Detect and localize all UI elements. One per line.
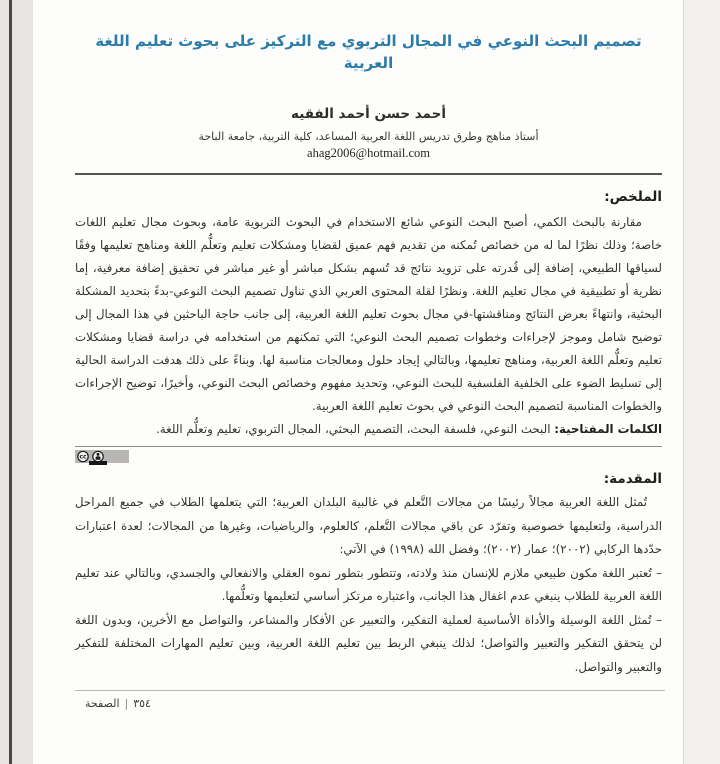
scan-margin-right — [683, 0, 720, 764]
paper-title: تصميم البحث النوعي في المجال التربوي مع التركيز على بحوث تعليم اللغة العربية — [95, 32, 642, 72]
page-content — [75, 0, 662, 679]
scan-margin-left — [0, 0, 33, 764]
introduction-bullet-2: – تُمثل اللغة الوسيلة والأداة الأساسية لعملية التفكير، والتعبير عن الأفكار والمشاعر، والتواصل مع الأخرين، وبدون اللغة لن يتحقق التفكير والتعبير والتواصل؛ لذلك ينبغي الربط بين تعليم اللغة العربية، وبين تعليم المهارات المختلفة للتفكير والتعبير والتواصل. — [75, 612, 662, 674]
author-affiliation: أستاذ مناهج وطرق تدريس اللغة العربية المساعد، كلية التربية، جامعة الباحة — [198, 130, 539, 143]
introduction-paragraph: تُمثل اللغة العربية مجالاً رئيسًا من مجالات التَّعلم في غالبية البلدان العربية؛ التي يتعلمها الطلاب في جميع المراحل الدراسية، ولتعليمها خصوصية وتفرّد عن باقي مجالات التَّعلم، كالعلوم، والرياضيات، وغيرها من المجالات؛ لعدة اعتبارات حدّدها الركابي (٢٠٠٢)؛ عمار (٢٠٠٢)؛ وفضل الله (١٩٩٨) في الآتي: — [75, 495, 662, 556]
author-email — [75, 146, 662, 161]
footer-page-word: الصفحة — [85, 697, 120, 710]
email-link[interactable]: ahag2006@hotmail.com — [307, 146, 430, 160]
header-divider — [75, 173, 662, 175]
keywords-label: الكلمات المفتاحية: — [554, 422, 662, 436]
keywords-text: البحث النوعي، فلسفة البحث، التصميم البحثي، المجال التربوي، تعليم وتعلُّم اللغة. — [156, 422, 555, 436]
abstract-heading: الملخص: — [604, 189, 662, 205]
keywords-line — [75, 418, 662, 441]
page-edge-line — [9, 0, 12, 764]
footer-page-number: ٣٥٤ — [133, 697, 151, 710]
abstract-divider — [75, 446, 662, 447]
introduction-heading: المقدمة: — [603, 471, 662, 487]
footer-separator: | — [124, 697, 129, 710]
introduction-bullet-1: – تُعتبر اللغة مكون طبيعي ملازم للإنسان منذ ولادته، وتتطور بتطور نموه العقلي والانفعالي والجسدي، وبالتالي عند تعليم اللغة العربية للطلاب ينبغي عدم اغفال هذا الجانب، واعتباره مرتكز أساسي لتعليمها وتعلُّمها. — [75, 565, 662, 603]
footer-divider — [75, 690, 665, 691]
svg-text:cc: cc — [79, 453, 87, 461]
cc-by-license-icon[interactable] — [75, 450, 129, 465]
author-name: أحمد حسن أحمد الفقيه — [291, 106, 446, 122]
page-number-footer — [85, 697, 151, 710]
abstract-paragraph: مقارنة بالبحث الكمي، أصبح البحث النوعي شائع الاستخدام في البحوث التربوية عامة، وبحوث مجال تعليم اللغات خاصة؛ وذلك نظرًا لما له من خصائص تُمكنه من تقديم فهم عميق لقضايا ومشكلات تعليم وتعلُّم اللغة ومناهج تعليمها وفقًا لسياقها الطبيعي، إضافة إلى قُدرته على تزويد نتائج قد تُسهم بشكل مباشر أو غير مباشر في تحقيق إضافة معرفية، إما نظرية أو تطبيقية في مجال تعليم اللغة. ونظرًا لقلة المحتوى العربي الذي تناول تصميم البحث النوعي-بدءً بتحديد المشكلة البحثية، وانتهاءً بعرض النتائج ومناقشتها-في مجال بحوث تعليم اللغة العربية، إلى جانب حاجة الباحثين في هذا المجال إلى توضيح شامل وموجز لإجراءات وخطوات تصميم البحث النوعي؛ التي تمكنهم من استخدامه في دراسة قضايا ومشكلات تعليم وتعلُّم اللغة العربية، ومناهج تعليمها، وبالتالي إيجاد حلول ومعالجات مناسبة لها. وبناءً على ذلك هدفت الدراسة الحالية إلى تسليط الضوء على الخلفية الفلسفية للبحث النوعي، وتحديد مفهوم وخصائص البحث النوعي، وأخيرًا، توضيح الإجراءات والخطوات المناسبة لتصميم البحث النوعي في بحوث تعليم اللغة العربية. — [75, 215, 662, 413]
